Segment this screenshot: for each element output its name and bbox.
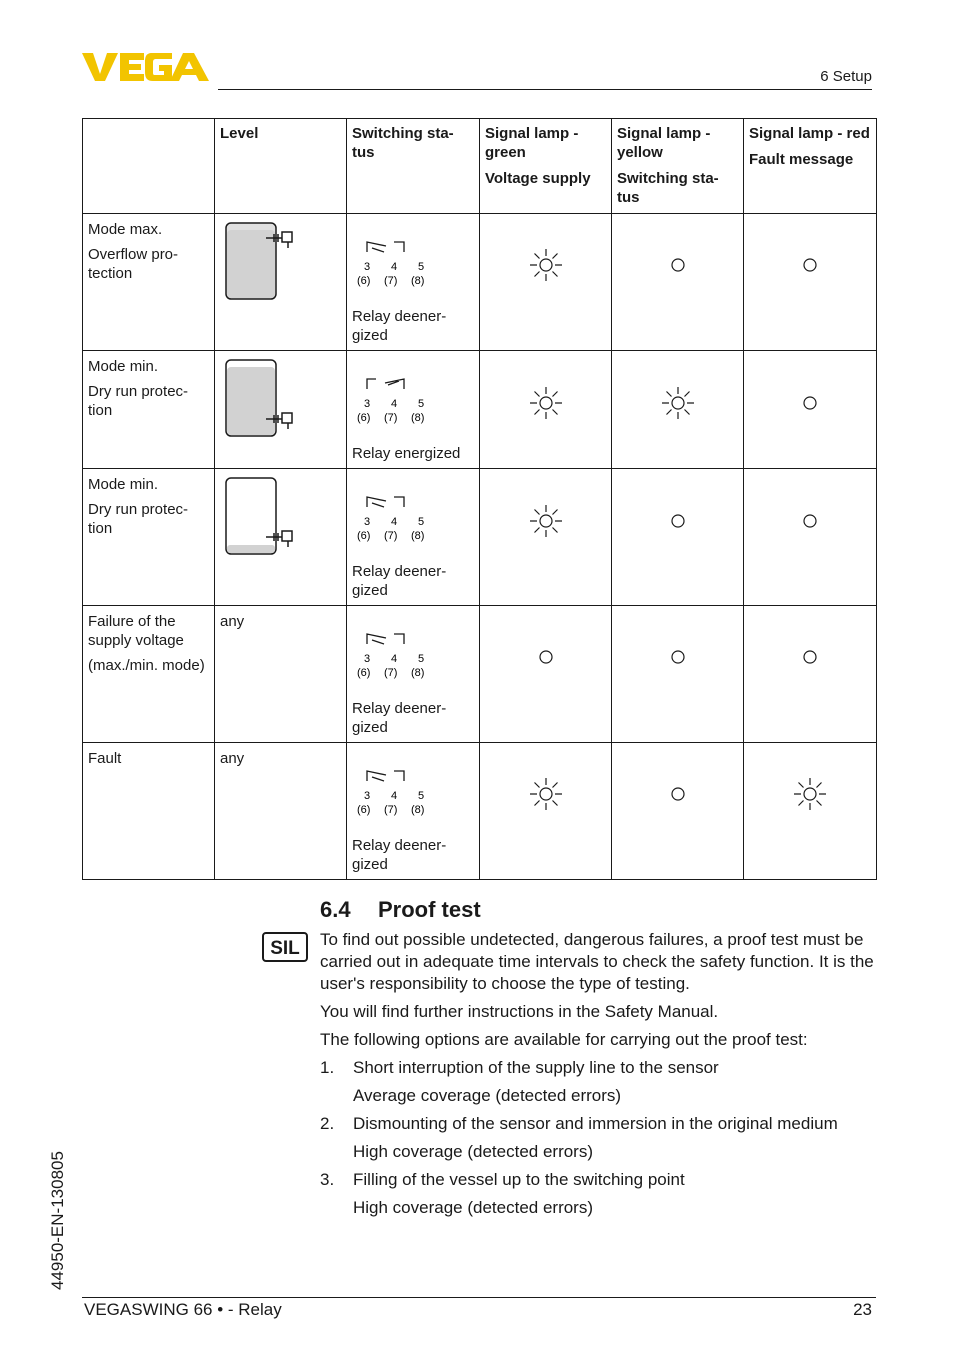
svg-text:5: 5 — [418, 398, 425, 410]
relay-state: Relay deener- gized — [352, 308, 447, 344]
green-lamp-title: Signal lamp - green — [485, 125, 579, 161]
svg-text:(7): (7) — [384, 275, 398, 287]
yellow-lamp-subtitle: Switching sta- tus — [617, 170, 719, 206]
green-lamp-cell — [480, 743, 612, 880]
svg-text:(6): (6) — [357, 804, 371, 816]
green-lamp-cell — [480, 606, 612, 743]
svg-text:(6): (6) — [357, 530, 371, 542]
relay-state: Relay energized — [352, 445, 461, 462]
header-switching-status: Switching sta- tus — [347, 119, 480, 214]
relay-cell — [347, 606, 480, 743]
svg-text:(8): (8) — [411, 667, 425, 679]
lamp-off-icon — [661, 640, 695, 674]
svg-text:(7): (7) — [384, 412, 398, 424]
svg-text:4: 4 — [391, 398, 398, 410]
red-lamp-cell — [744, 743, 877, 880]
level-cell: any — [215, 743, 347, 880]
proof-test-body — [320, 929, 876, 1225]
table-row — [83, 743, 877, 880]
svg-text:SIL: SIL — [270, 938, 300, 959]
yellow-lamp-cell — [612, 214, 744, 351]
svg-text:3: 3 — [364, 653, 371, 665]
svg-text:5: 5 — [418, 653, 425, 665]
yellow-lamp-cell — [612, 606, 744, 743]
sil-badge-icon — [262, 932, 308, 962]
svg-text:(8): (8) — [411, 412, 425, 424]
svg-text:(6): (6) — [357, 412, 371, 424]
header-rule — [218, 89, 872, 90]
svg-text:4: 4 — [391, 790, 398, 802]
header-level: Level — [215, 119, 347, 214]
chapter-label: 6 Setup — [820, 68, 872, 85]
vega-logo — [82, 50, 212, 84]
table-row — [83, 469, 877, 606]
header-empty — [83, 119, 215, 214]
switching-status-table — [82, 118, 877, 880]
table-row — [83, 214, 877, 351]
level-cell — [215, 351, 347, 469]
list-number: 1. — [320, 1058, 335, 1077]
svg-text:(7): (7) — [384, 530, 398, 542]
lamp-off-icon — [793, 386, 827, 420]
lamp-on-icon — [793, 777, 827, 811]
relay-cell — [347, 214, 480, 351]
svg-text:4: 4 — [391, 516, 398, 528]
mode-cell: Mode min. Dry run protec- tion — [83, 469, 215, 606]
mode-cell: Mode min. Dry run protec- tion — [83, 351, 215, 469]
svg-text:(7): (7) — [384, 804, 398, 816]
level-cell — [215, 214, 347, 351]
lamp-on-icon — [661, 386, 695, 420]
svg-text:4: 4 — [391, 653, 398, 665]
list-number: 3. — [320, 1170, 335, 1189]
header-yellow-lamp — [612, 119, 744, 214]
option-coverage: Average coverage (detected errors) — [353, 1086, 622, 1105]
relay-contact-icon — [352, 626, 432, 682]
yellow-lamp-title: Signal lamp - yellow — [617, 125, 711, 161]
svg-text:5: 5 — [418, 516, 425, 528]
lamp-off-icon — [793, 504, 827, 538]
paragraph: You will find further instructions in the Safety Manual. — [320, 1002, 719, 1021]
svg-text:(8): (8) — [411, 275, 425, 287]
relay-contact-icon — [352, 763, 432, 819]
relay-contact-energized-icon — [352, 371, 432, 427]
lamp-off-icon — [793, 640, 827, 674]
relay-state: Relay deener- gized — [352, 837, 447, 873]
lamp-off-icon — [529, 640, 563, 674]
vessel-full-sensor-bottom-icon — [220, 357, 300, 439]
relay-contact-icon — [352, 234, 432, 290]
green-lamp-subtitle: Voltage supply — [485, 170, 591, 187]
level-cell — [215, 469, 347, 606]
relay-contact-icon — [352, 489, 432, 545]
option-text: Filling of the vessel up to the switching point — [353, 1170, 685, 1189]
header-red-lamp — [744, 119, 877, 214]
relay-cell — [347, 351, 480, 469]
relay-cell — [347, 743, 480, 880]
green-lamp-cell — [480, 351, 612, 469]
level-cell: any — [215, 606, 347, 743]
svg-text:(7): (7) — [384, 667, 398, 679]
svg-text:5: 5 — [418, 261, 425, 273]
relay-cell — [347, 469, 480, 606]
page-number: 23 — [853, 1300, 872, 1319]
red-lamp-cell — [744, 606, 877, 743]
lamp-off-icon — [661, 777, 695, 811]
red-lamp-cell — [744, 214, 877, 351]
option-text: Dismounting of the sensor and immersion in the original medium — [353, 1114, 838, 1133]
footer-rule — [82, 1297, 876, 1298]
section-title — [320, 897, 481, 923]
option-text: Short interruption of the supply line to the sensor — [353, 1058, 719, 1077]
table-row — [83, 606, 877, 743]
yellow-lamp-cell — [612, 351, 744, 469]
lamp-on-icon — [529, 504, 563, 538]
proof-test-options — [320, 1057, 876, 1219]
vessel-full-sensor-top-icon — [220, 220, 300, 302]
header-green-lamp — [480, 119, 612, 214]
red-lamp-subtitle: Fault message — [749, 151, 854, 168]
svg-text:5: 5 — [418, 790, 425, 802]
paragraph: To find out possible undetected, dangerous failures, a proof test must be carried out in adequate time intervals to check the safety function. It is the user's responsibility to choose the type of testing. — [320, 930, 874, 993]
red-lamp-cell — [744, 469, 877, 606]
lamp-on-icon — [529, 248, 563, 282]
table-row — [83, 351, 877, 469]
list-item — [320, 1169, 876, 1219]
lamp-off-icon — [661, 504, 695, 538]
svg-text:3: 3 — [364, 516, 371, 528]
svg-text:3: 3 — [364, 790, 371, 802]
red-lamp-cell — [744, 351, 877, 469]
relay-state: Relay deener- gized — [352, 700, 447, 736]
section-heading: Proof test — [378, 897, 481, 922]
list-item — [320, 1113, 876, 1163]
lamp-on-icon — [529, 777, 563, 811]
svg-text:4: 4 — [391, 261, 398, 273]
paragraph: The following options are available for carrying out the proof test: — [320, 1030, 808, 1049]
svg-text:3: 3 — [364, 261, 371, 273]
lamp-on-icon — [529, 386, 563, 420]
relay-state: Relay deener- gized — [352, 563, 447, 599]
table-header-row — [83, 119, 877, 214]
option-coverage: High coverage (detected errors) — [353, 1142, 594, 1161]
list-number: 2. — [320, 1114, 335, 1133]
svg-text:(8): (8) — [411, 804, 425, 816]
document-code: 44950-EN-130805 — [48, 1151, 67, 1290]
svg-text:(8): (8) — [411, 530, 425, 542]
svg-text:(6): (6) — [357, 275, 371, 287]
yellow-lamp-cell — [612, 469, 744, 606]
footer-product: VEGASWING 66 • - Relay — [84, 1300, 282, 1319]
section-number: 6.4 — [320, 897, 351, 922]
yellow-lamp-cell — [612, 743, 744, 880]
mode-cell: Fault — [83, 743, 215, 880]
red-lamp-title: Signal lamp - red — [749, 125, 870, 142]
option-coverage: High coverage (detected errors) — [353, 1198, 594, 1217]
mode-cell: Mode max. Overflow pro- tection — [83, 214, 215, 351]
green-lamp-cell — [480, 214, 612, 351]
green-lamp-cell — [480, 469, 612, 606]
list-item — [320, 1057, 876, 1107]
lamp-off-icon — [793, 248, 827, 282]
svg-text:(6): (6) — [357, 667, 371, 679]
lamp-off-icon — [661, 248, 695, 282]
mode-cell: Failure of the supply voltage (max./min. mode) — [83, 606, 215, 743]
vessel-empty-sensor-bottom-icon — [220, 475, 300, 557]
svg-text:3: 3 — [364, 398, 371, 410]
